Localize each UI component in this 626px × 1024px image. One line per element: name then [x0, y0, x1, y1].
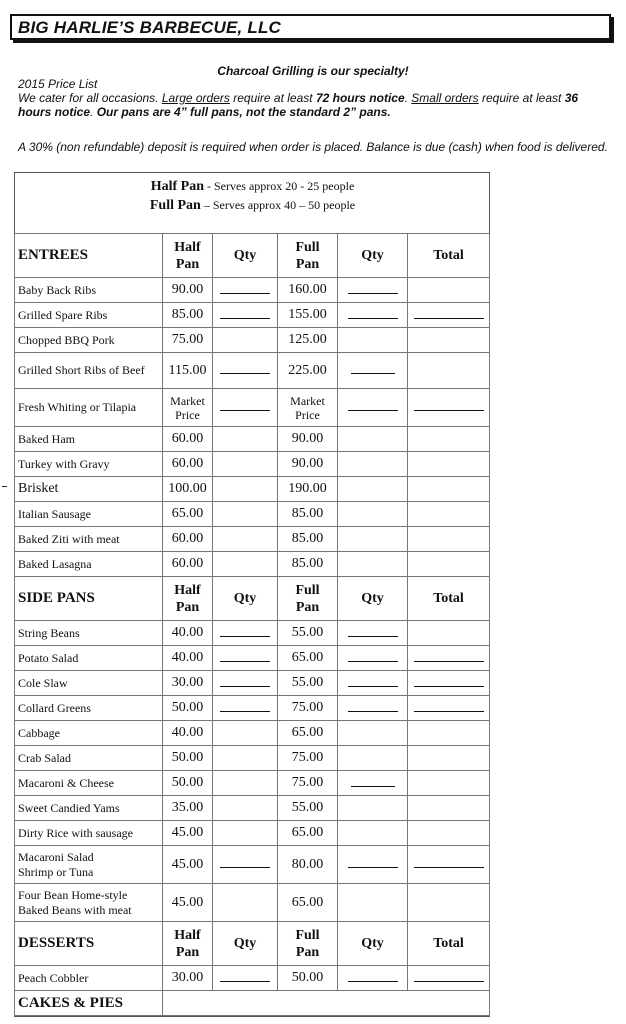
- full-qty-field[interactable]: [338, 746, 408, 771]
- total-column-header: Total: [408, 922, 490, 966]
- menu-item-row: [15, 552, 490, 577]
- half-qty-field[interactable]: [213, 477, 278, 502]
- half-qty-field[interactable]: [213, 671, 278, 696]
- full-pan-label: Full Pan: [149, 198, 201, 213]
- half-qty-field[interactable]: [213, 452, 278, 477]
- full-pan-price: 65.00: [278, 721, 338, 746]
- item-name: Sweet Candied Yams: [15, 796, 163, 821]
- full-qty-field[interactable]: [338, 646, 408, 671]
- item-name: Italian Sausage: [15, 502, 163, 527]
- total-field[interactable]: [408, 846, 490, 884]
- cakes-pies-notes-area[interactable]: [163, 991, 490, 1016]
- menu-item-row: [15, 696, 490, 721]
- full-qty-field[interactable]: [338, 427, 408, 452]
- menu-item-row: [15, 621, 490, 646]
- notice-text: .: [90, 105, 97, 119]
- half-qty-field[interactable]: [213, 821, 278, 846]
- full-pan-price: 85.00: [278, 502, 338, 527]
- item-name: Baby Back Ribs: [15, 278, 163, 303]
- full-qty-field[interactable]: [338, 721, 408, 746]
- half-qty-field[interactable]: [213, 621, 278, 646]
- half-pan-column-header: Half Pan: [163, 577, 213, 621]
- total-field[interactable]: [408, 771, 490, 796]
- item-name: Macaroni Salad Shrimp or Tuna: [15, 846, 163, 884]
- half-pan-price: 60.00: [163, 552, 213, 577]
- item-name: Baked Lasagna: [15, 552, 163, 577]
- menu-item-row: [15, 796, 490, 821]
- half-pan-label: Half Pan: [150, 179, 204, 194]
- full-qty-field[interactable]: [338, 696, 408, 721]
- full-qty-field[interactable]: [338, 353, 408, 389]
- half-pan-column-header: Half Pan: [163, 234, 213, 278]
- half-pan-price: 30.00: [163, 671, 213, 696]
- full-qty-field[interactable]: [338, 884, 408, 922]
- item-name: Baked Ham: [15, 427, 163, 452]
- full-qty-field[interactable]: [338, 552, 408, 577]
- item-name: Peach Cobbler: [15, 966, 163, 991]
- full-pan-price: 225.00: [278, 353, 338, 389]
- half-pan-price: 50.00: [163, 746, 213, 771]
- section-title-cakes-pies: CAKES & PIES: [15, 991, 163, 1016]
- full-pan-price: 65.00: [278, 646, 338, 671]
- full-qty-field[interactable]: [338, 389, 408, 427]
- half-qty-field[interactable]: [213, 746, 278, 771]
- half-qty-field[interactable]: [213, 884, 278, 922]
- section-title-entrees: ENTREES: [15, 234, 163, 278]
- half-pan-price: 45.00: [163, 846, 213, 884]
- full-qty-field[interactable]: [338, 821, 408, 846]
- section-title-desserts: DESSERTS: [15, 922, 163, 966]
- qty-column-header: Qty: [338, 234, 408, 278]
- half-pan-price: 50.00: [163, 696, 213, 721]
- item-name: Fresh Whiting or Tilapia: [15, 389, 163, 427]
- item-name: Collard Greens: [15, 696, 163, 721]
- full-qty-field[interactable]: [338, 621, 408, 646]
- menu-item-row: [15, 303, 490, 328]
- item-name: Brisket: [15, 477, 163, 502]
- item-name: String Beans: [15, 621, 163, 646]
- total-field[interactable]: [408, 646, 490, 671]
- half-pan-price: 30.00: [163, 966, 213, 991]
- half-pan-price: 75.00: [163, 328, 213, 353]
- item-name: Grilled Spare Ribs: [15, 303, 163, 328]
- full-pan-price: 65.00: [278, 884, 338, 922]
- full-pan-price: 75.00: [278, 771, 338, 796]
- notice-text: .: [404, 91, 412, 105]
- menu-item-row: [15, 966, 490, 991]
- full-pan-serves: – Serves approx 40 – 50 people: [200, 198, 356, 212]
- total-field[interactable]: [408, 502, 490, 527]
- half-qty-field[interactable]: [213, 328, 278, 353]
- full-qty-field[interactable]: [338, 278, 408, 303]
- menu-item-row: [15, 389, 490, 427]
- half-qty-field[interactable]: [213, 966, 278, 991]
- full-pan-price: 55.00: [278, 671, 338, 696]
- half-qty-field[interactable]: [213, 502, 278, 527]
- total-field[interactable]: [408, 821, 490, 846]
- half-pan-price: 85.00: [163, 303, 213, 328]
- half-pan-price: 100.00: [163, 477, 213, 502]
- half-pan-price: 50.00: [163, 771, 213, 796]
- deposit-notice: A 30% (non refundable) deposit is required when order is placed. Balance is due (cash) when food is delivered.: [18, 140, 608, 154]
- half-pan-price: 45.00: [163, 884, 213, 922]
- margin-mark: [2, 486, 7, 487]
- notice-36-hours: 36 hours notice: [18, 91, 579, 119]
- menu-item-row: [15, 502, 490, 527]
- total-field[interactable]: [408, 696, 490, 721]
- total-field[interactable]: [408, 328, 490, 353]
- total-field[interactable]: [408, 427, 490, 452]
- full-pan-column-header: Full Pan: [278, 922, 338, 966]
- half-pan-price: 60.00: [163, 452, 213, 477]
- half-pan-price: 40.00: [163, 646, 213, 671]
- half-pan-price: 45.00: [163, 821, 213, 846]
- price-list-year: 2015 Price List: [18, 77, 98, 91]
- full-pan-price: 125.00: [278, 328, 338, 353]
- half-qty-field[interactable]: [213, 353, 278, 389]
- menu-item-row: [15, 328, 490, 353]
- section-header-row: [15, 577, 490, 621]
- full-qty-field[interactable]: [338, 477, 408, 502]
- full-qty-field[interactable]: [338, 452, 408, 477]
- total-field[interactable]: [408, 452, 490, 477]
- total-field[interactable]: [408, 884, 490, 922]
- full-pan-price: 190.00: [278, 477, 338, 502]
- full-qty-field[interactable]: [338, 966, 408, 991]
- menu-item-row: [15, 821, 490, 846]
- half-pan-price: 60.00: [163, 527, 213, 552]
- total-field[interactable]: [408, 552, 490, 577]
- full-qty-field[interactable]: [338, 502, 408, 527]
- total-field[interactable]: [408, 966, 490, 991]
- notice-72-hours: 72 hours notice: [315, 91, 405, 105]
- half-qty-field[interactable]: [213, 278, 278, 303]
- section-header-row: [15, 991, 490, 1016]
- half-pan-price: 65.00: [163, 502, 213, 527]
- qty-column-header: Qty: [338, 922, 408, 966]
- half-qty-field[interactable]: [213, 696, 278, 721]
- menu-item-row: [15, 721, 490, 746]
- qty-column-header: Qty: [213, 922, 278, 966]
- qty-column-header: Qty: [338, 577, 408, 621]
- full-pan-price: 50.00: [278, 966, 338, 991]
- section-title-side-pans: SIDE PANS: [15, 577, 163, 621]
- menu-item-row: [15, 527, 490, 552]
- full-qty-field[interactable]: [338, 328, 408, 353]
- notice-small-orders: Small orders: [411, 91, 479, 105]
- full-pan-price: 155.00: [278, 303, 338, 328]
- menu-item-row: [15, 452, 490, 477]
- half-qty-field[interactable]: [213, 552, 278, 577]
- total-field[interactable]: [408, 746, 490, 771]
- half-pan-price: Market Price: [163, 389, 213, 427]
- company-header: [10, 14, 611, 40]
- price-table: [14, 233, 490, 1016]
- full-pan-column-header: Full Pan: [278, 577, 338, 621]
- half-qty-field[interactable]: [213, 527, 278, 552]
- half-pan-serves: - Serves approx 20 - 25 people: [203, 179, 355, 193]
- full-pan-price: 90.00: [278, 427, 338, 452]
- full-pan-price: 160.00: [278, 278, 338, 303]
- half-qty-field[interactable]: [213, 646, 278, 671]
- notice-text: We cater for all occasions.: [18, 91, 162, 105]
- half-qty-field[interactable]: [213, 846, 278, 884]
- half-pan-price: 40.00: [163, 721, 213, 746]
- half-pan-price: 35.00: [163, 796, 213, 821]
- menu-item-row: [15, 477, 490, 502]
- half-qty-field[interactable]: [213, 796, 278, 821]
- half-qty-field[interactable]: [213, 427, 278, 452]
- item-name: Grilled Short Ribs of Beef: [15, 353, 163, 389]
- section-header-row: [15, 234, 490, 278]
- total-field[interactable]: [408, 671, 490, 696]
- full-pan-price: 90.00: [278, 452, 338, 477]
- full-pan-price: 80.00: [278, 846, 338, 884]
- total-field[interactable]: [408, 721, 490, 746]
- half-qty-field[interactable]: [213, 389, 278, 427]
- total-field[interactable]: [408, 796, 490, 821]
- half-qty-field[interactable]: [213, 303, 278, 328]
- total-field[interactable]: [408, 278, 490, 303]
- full-qty-field[interactable]: [338, 671, 408, 696]
- item-name: Cabbage: [15, 721, 163, 746]
- item-name: Crab Salad: [15, 746, 163, 771]
- total-field[interactable]: [408, 353, 490, 389]
- full-pan-price: 85.00: [278, 552, 338, 577]
- full-pan-price: 75.00: [278, 696, 338, 721]
- menu-item-row: [15, 278, 490, 303]
- total-column-header: Total: [408, 234, 490, 278]
- menu-item-row: [15, 427, 490, 452]
- specialty-tagline: Charcoal Grilling is our specialty!: [217, 64, 409, 78]
- notice-paragraph: [18, 91, 612, 119]
- full-pan-price: 55.00: [278, 621, 338, 646]
- full-pan-column-header: Full Pan: [278, 234, 338, 278]
- full-pan-price: 85.00: [278, 527, 338, 552]
- full-pan-price: 55.00: [278, 796, 338, 821]
- section-header-row: [15, 922, 490, 966]
- item-name: Dirty Rice with sausage: [15, 821, 163, 846]
- item-name: Baked Ziti with meat: [15, 527, 163, 552]
- serving-info: [16, 174, 489, 230]
- half-pan-price: 40.00: [163, 621, 213, 646]
- half-qty-field[interactable]: [213, 771, 278, 796]
- item-name: Potato Salad: [15, 646, 163, 671]
- total-field[interactable]: [408, 303, 490, 328]
- item-name: Chopped BBQ Pork: [15, 328, 163, 353]
- half-pan-price: 90.00: [163, 278, 213, 303]
- total-field[interactable]: [408, 389, 490, 427]
- menu-item-row: [15, 646, 490, 671]
- total-field[interactable]: [408, 621, 490, 646]
- menu-item-row: [15, 846, 490, 884]
- full-qty-field[interactable]: [338, 527, 408, 552]
- total-field[interactable]: [408, 527, 490, 552]
- menu-item-row: [15, 771, 490, 796]
- notice-text: require at least: [229, 91, 316, 105]
- menu-item-row: [15, 353, 490, 389]
- notice-pan-size: Our pans are 4” full pans, not the standard 2” pans.: [96, 105, 391, 119]
- full-qty-field[interactable]: [338, 796, 408, 821]
- full-qty-field[interactable]: [338, 771, 408, 796]
- menu-item-row: [15, 884, 490, 922]
- item-name: Turkey with Gravy: [15, 452, 163, 477]
- half-qty-field[interactable]: [213, 721, 278, 746]
- qty-column-header: Qty: [213, 234, 278, 278]
- menu-item-row: [15, 671, 490, 696]
- company-name: BIG HARLIE’S BARBECUE, LLC: [18, 18, 282, 37]
- half-pan-price: 60.00: [163, 427, 213, 452]
- item-name: Cole Slaw: [15, 671, 163, 696]
- total-field[interactable]: [408, 477, 490, 502]
- item-name: Four Bean Home-style Baked Beans with meat: [15, 884, 163, 922]
- half-pan-price: 115.00: [163, 353, 213, 389]
- half-pan-column-header: Half Pan: [163, 922, 213, 966]
- notice-text: require at least: [478, 91, 565, 105]
- qty-column-header: Qty: [213, 577, 278, 621]
- full-pan-price: 65.00: [278, 821, 338, 846]
- item-name: Macaroni & Cheese: [15, 771, 163, 796]
- full-pan-price: Market Price: [278, 389, 338, 427]
- total-column-header: Total: [408, 577, 490, 621]
- full-qty-field[interactable]: [338, 846, 408, 884]
- menu-item-row: [15, 746, 490, 771]
- full-pan-price: 75.00: [278, 746, 338, 771]
- notice-large-orders: Large orders: [161, 91, 230, 105]
- full-qty-field[interactable]: [338, 303, 408, 328]
